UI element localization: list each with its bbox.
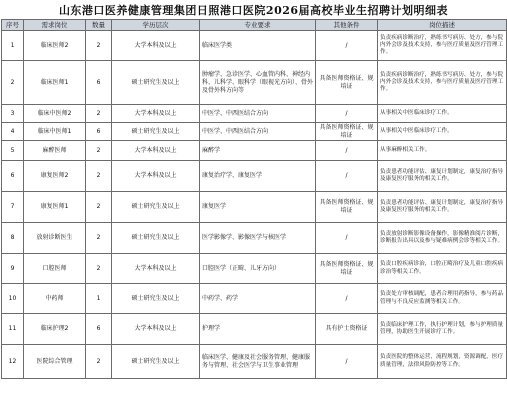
headcount: 2: [86, 192, 112, 223]
other-conditions: 具备医师资格证、规培证: [316, 123, 378, 141]
table-row: [2, 192, 507, 223]
other-conditions: 具备医师资格证、规培证: [316, 254, 378, 284]
row-number: 11: [2, 314, 24, 345]
row-number: 3: [2, 105, 24, 123]
post-description: 负责放射诊断影像设备操作，影像精准阅片诊断，诊断报告出具以及参与疑难病例会诊等相关工作。: [378, 223, 507, 254]
headcount: 1: [86, 284, 112, 314]
headcount: 2: [86, 254, 112, 284]
table-row: [2, 345, 507, 379]
row-number: 10: [2, 284, 24, 314]
row-number: 7: [2, 192, 24, 223]
header-other: 其他条件: [316, 20, 378, 31]
table-row: [2, 123, 507, 141]
post-name: 临床护理2: [24, 314, 86, 345]
education-level: 硕士研究生及以上: [112, 192, 200, 223]
post-name: 康复医师1: [24, 192, 86, 223]
table-row: [2, 284, 507, 314]
major-requirement: 麻醉学: [200, 141, 316, 161]
education-level: 硕士研究生及以上: [112, 223, 200, 254]
post-name: 临床中医师2: [24, 105, 86, 123]
other-conditions: /: [316, 223, 378, 254]
row-number: 8: [2, 223, 24, 254]
headcount: 2: [86, 105, 112, 123]
education-level: 大学本科及以上: [112, 141, 200, 161]
post-description: 负责患者功能评估、康复计划制定，康复治疗指导及康复医疗服务的相关工作。: [378, 161, 507, 192]
post-description: 从事相关中医临床诊疗工作。: [378, 105, 507, 123]
major-requirement: 护理学: [200, 314, 316, 345]
post-name: 放射诊断医生: [24, 223, 86, 254]
table-row: [2, 31, 507, 61]
other-conditions: 具备医师资格证、规培证: [316, 61, 378, 105]
post-name: 临床医师1: [24, 61, 86, 105]
education-level: 硕士研究生及以上: [112, 284, 200, 314]
header-education: 学历层次: [112, 20, 200, 31]
other-conditions: /: [316, 161, 378, 192]
education-level: 大学本科及以上: [112, 314, 200, 345]
post-description: 负责疾病诊断治疗，熟练书写病历、处方，参与院内外会诊及技术支持，参与医疗质量及医疗管理工作。: [378, 31, 507, 61]
post-name: 临床中医师1: [24, 123, 86, 141]
other-conditions: 具有护士资格证: [316, 314, 378, 345]
table-row: [2, 141, 507, 161]
major-requirement: 康复治疗学、康复医学: [200, 161, 316, 192]
other-conditions: /: [316, 105, 378, 123]
table-row: [2, 314, 507, 345]
document-title: 山东港口医养健康管理集团日照港口医院2026届高校毕业生招聘计划明细表: [58, 4, 449, 17]
major-requirement: 临床医学、健康及社会服务管理、健康服务与管理、社会医学与卫生事业管理: [200, 345, 316, 379]
recruitment-table: [1, 19, 507, 379]
table-row: [2, 161, 507, 192]
table-row: [2, 105, 507, 123]
other-conditions: /: [316, 284, 378, 314]
header-major: 专业要求: [200, 20, 316, 31]
post-name: 口腔医师: [24, 254, 86, 284]
post-description: 负责疾病诊断治疗，熟练书写病历、处方，参与院内外会诊及技术支持，参与医疗质量及医疗管理工作。: [378, 61, 507, 105]
post-name: 康复医师2: [24, 161, 86, 192]
other-conditions: /: [316, 31, 378, 61]
post-description: 负责临床护理工作，执行护理计划，参与护理质量管理，协助医生开展诊疗工作。: [378, 314, 507, 345]
header-no: 序号: [2, 20, 24, 31]
major-requirement: 中医学、中西医结合方向: [200, 105, 316, 123]
post-name: 麻醉医师: [24, 141, 86, 161]
row-number: 12: [2, 345, 24, 379]
headcount: 2: [86, 31, 112, 61]
major-requirement: 肿瘤学、急诊医学、心血管内科、神经内科、儿科学、眼科学（眼视光方向）、骨外及骨外科方向等: [200, 61, 316, 105]
header-description: 岗位描述: [378, 20, 507, 31]
post-description: 从事麻醉相关工作。: [378, 141, 507, 161]
headcount: 2: [86, 223, 112, 254]
table-row: [2, 223, 507, 254]
education-level: 硕士研究生及以上: [112, 61, 200, 105]
headcount: 2: [86, 345, 112, 379]
table-row: [2, 61, 507, 105]
major-requirement: 康复医学: [200, 192, 316, 223]
education-level: 大学本科及以上: [112, 161, 200, 192]
row-number: 2: [2, 61, 24, 105]
headcount: 6: [86, 123, 112, 141]
row-number: 5: [2, 141, 24, 161]
headcount: 2: [86, 141, 112, 161]
major-requirement: 医学影像学、影像医学与核医学: [200, 223, 316, 254]
education-level: 大学本科及以上: [112, 254, 200, 284]
post-name: 医院综合管理: [24, 345, 86, 379]
row-number: 9: [2, 254, 24, 284]
post-description: 负责患者功能评估、康复计划制定，康复治疗指导及康复医疗服务的相关工作。: [378, 192, 507, 223]
row-number: 6: [2, 161, 24, 192]
major-requirement: 中药学、药学: [200, 284, 316, 314]
post-name: 临床医师2: [24, 31, 86, 61]
education-level: 大学本科及以上: [112, 105, 200, 123]
education-level: 硕士研究生及以上: [112, 123, 200, 141]
education-level: 大学本科及以上: [112, 31, 200, 61]
other-conditions: 具备医师资格证、规培证: [316, 192, 378, 223]
post-description: 负责口腔疾病诊治，口腔正畸治疗及儿童口腔疾病诊治等相关工作。: [378, 254, 507, 284]
table-body: [2, 31, 507, 379]
table-header: [2, 20, 507, 31]
headcount: 2: [86, 161, 112, 192]
table-row: [2, 254, 507, 284]
post-description: 负责处方审核调配，患者合理用药指导，参与药品管理与不良反应监测等相关工作。: [378, 284, 507, 314]
major-requirement: 中医学、中西医结合方向: [200, 123, 316, 141]
major-requirement: 临床医学类: [200, 31, 316, 61]
header-row: [2, 20, 507, 31]
post-description: 负责医院的整体运营，流程规划，资源调配，医疗质量管理，法律风险防控等工作。: [378, 345, 507, 379]
other-conditions: /: [316, 141, 378, 161]
row-number: 4: [2, 123, 24, 141]
post-description: 从事相关中医临床诊疗工作。: [378, 123, 507, 141]
row-number: 1: [2, 31, 24, 61]
major-requirement: 口腔医学（正畸、儿牙方向）: [200, 254, 316, 284]
headcount: 6: [86, 314, 112, 345]
post-name: 中药师: [24, 284, 86, 314]
other-conditions: /: [316, 345, 378, 379]
education-level: 硕士研究生及以上: [112, 345, 200, 379]
header-post: 需求岗位: [24, 20, 86, 31]
headcount: 6: [86, 61, 112, 105]
header-count: 数量: [86, 20, 112, 31]
